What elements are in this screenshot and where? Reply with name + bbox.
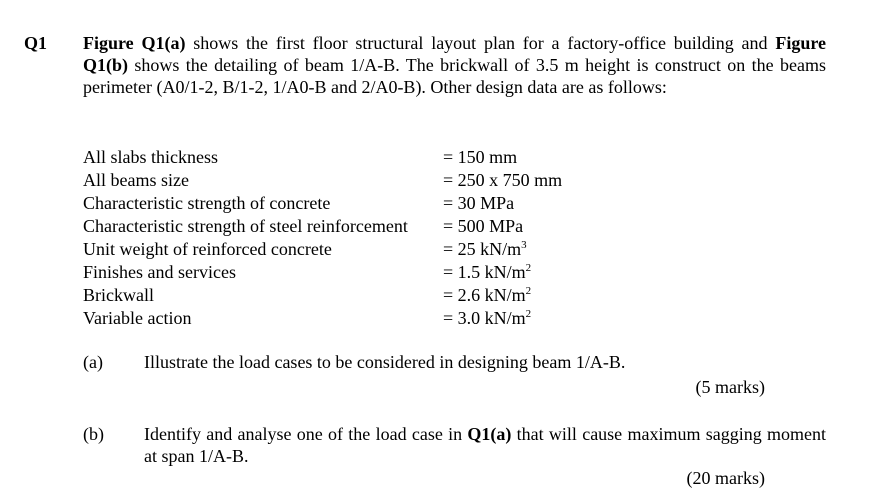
part-a-text: Illustrate the load cases to be considered in designing beam 1/A-B. bbox=[144, 352, 626, 372]
figure-b-ref: Figure Q1(b) bbox=[83, 33, 826, 75]
data-value: = 500 MPa bbox=[443, 216, 524, 236]
figure-a-ref: Figure Q1(a) bbox=[83, 33, 186, 53]
data-label: Finishes and services bbox=[83, 262, 236, 282]
exponent: 3 bbox=[521, 239, 527, 251]
part-b-text: Identify and analyse one of the load case in Q1(a) that will cause maximum sagging moment at span 1/A-B. bbox=[144, 424, 826, 466]
data-label: Characteristic strength of concrete bbox=[83, 193, 331, 213]
data-value: = 30 MPa bbox=[443, 193, 515, 213]
data-label: All slabs thickness bbox=[83, 147, 218, 167]
exponent: 2 bbox=[525, 262, 532, 274]
q1a-ref: Q1(a) bbox=[467, 424, 512, 444]
data-label: Brickwall bbox=[83, 285, 154, 305]
data-value: = 25 $kN/m^3$ bbox=[443, 239, 527, 259]
data-value: = 1.5 $kN/m^2$ bbox=[443, 262, 532, 282]
part-a-letter: (a) bbox=[83, 352, 103, 372]
question-number: Q1 bbox=[24, 33, 48, 53]
intro-text-1: shows the first floor structural layout plan for a factory-office building and bbox=[185, 33, 776, 53]
data-label: Unit weight of reinforced concrete bbox=[83, 239, 332, 259]
data-value: = 250 x 750 mm bbox=[443, 170, 563, 190]
part-b-marks: (20 marks) bbox=[686, 468, 765, 488]
intro-text-2: shows the detailing of beam 1/A-B. The brickwall of 3.5 m height is construct on the beams perimeter (A0/1-2, B/1-2, 1/A0-B and 2/A0-B). Other design data are as follows: bbox=[83, 55, 826, 97]
question-intro bbox=[83, 32, 826, 98]
data-value: = 3.0 $kN/m^2$ bbox=[443, 308, 532, 328]
exponent: 2 bbox=[525, 308, 532, 320]
data-label: All beams size bbox=[83, 170, 189, 190]
part-a-marks: (5 marks) bbox=[695, 377, 765, 397]
exponent: 2 bbox=[525, 285, 532, 297]
data-label: Characteristic strength of steel reinforcement bbox=[83, 216, 408, 236]
data-value: = 150 mm bbox=[443, 147, 518, 167]
data-value: = 2.6 $kN/m^2$ bbox=[443, 285, 532, 305]
data-label: Variable action bbox=[83, 308, 192, 328]
part-b-letter: (b) bbox=[83, 424, 104, 444]
